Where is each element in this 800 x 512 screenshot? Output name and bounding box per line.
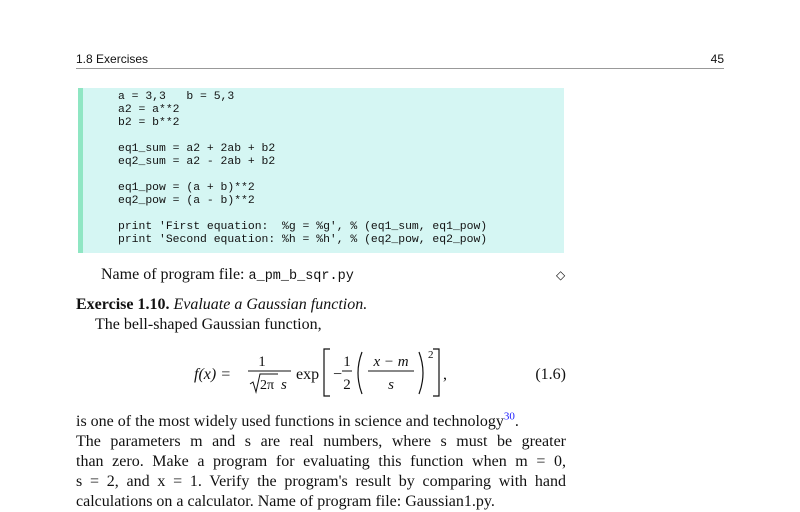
code-line: eq2_pow = (a - b)**2 — [118, 195, 255, 207]
exp-function: exp — [296, 366, 320, 383]
body-line: than zero. Make a program for evaluating this function when m = 0, — [76, 453, 566, 470]
code-line: a2 = a**2 — [118, 104, 180, 116]
sqrt-argument: 2π — [260, 378, 275, 393]
footnote-reference[interactable]: 30 — [503, 410, 515, 423]
code-line: print 'First equation: %g = %g', % (eq1_sum, eq1_pow) — [118, 221, 488, 233]
left-paren — [358, 352, 362, 394]
right-bracket — [433, 349, 439, 396]
half-denominator: 2 — [343, 377, 351, 393]
exercise-intro: The bell-shaped Gaussian function, — [95, 316, 322, 333]
program-file-name: a_pm_b_sqr.py — [248, 269, 354, 284]
program-file-label: Name of program file: — [101, 266, 245, 283]
code-line: print 'Second equation: %h = %h', % (eq2_pow, eq2_pow) — [118, 234, 488, 246]
equation-comma: , — [443, 366, 447, 383]
minus-sign: − — [333, 366, 343, 383]
body-line-text: is one of the most widely used functions in science and technology — [76, 413, 504, 430]
end-of-exercise-mark: ◇ — [556, 268, 566, 282]
half-numerator: 1 — [343, 354, 351, 370]
code-line: eq1_sum = a2 + 2ab + b2 — [118, 143, 276, 155]
equation-lhs: f(x) = — [194, 366, 231, 383]
inner-denominator: s — [388, 377, 394, 393]
inner-numerator: x − m — [373, 354, 409, 370]
body-line: s = 2, and x = 1. Verify the program's result by comparing with hand — [76, 473, 566, 490]
page-number: 45 — [710, 52, 724, 66]
equation-number: (1.6) — [535, 366, 566, 383]
body-line: The parameters m and s are real numbers, where s must be greater — [76, 433, 566, 450]
section-title: 1.8 Exercises — [76, 52, 149, 66]
right-paren — [419, 352, 423, 394]
body-line — [76, 412, 519, 432]
code-line: eq2_sum = a2 - 2ab + b2 — [118, 156, 276, 168]
code-line: a = 3,3 b = 5,3 — [118, 91, 235, 103]
exponent: 2 — [428, 349, 434, 361]
exercise-number: Exercise 1.10. — [76, 296, 170, 313]
frac-denominator-s: s — [281, 377, 287, 393]
body-line: calculations on a calculator. Name of program file: Gaussian1.py. — [76, 493, 495, 510]
body-line-end: . — [514, 413, 519, 430]
left-bracket — [324, 349, 330, 396]
frac-numerator: 1 — [258, 354, 266, 370]
code-line: b2 = b**2 — [118, 117, 180, 129]
exercise-title: Evaluate a Gaussian function. — [173, 296, 368, 313]
code-line: eq1_pow = (a + b)**2 — [118, 182, 255, 194]
